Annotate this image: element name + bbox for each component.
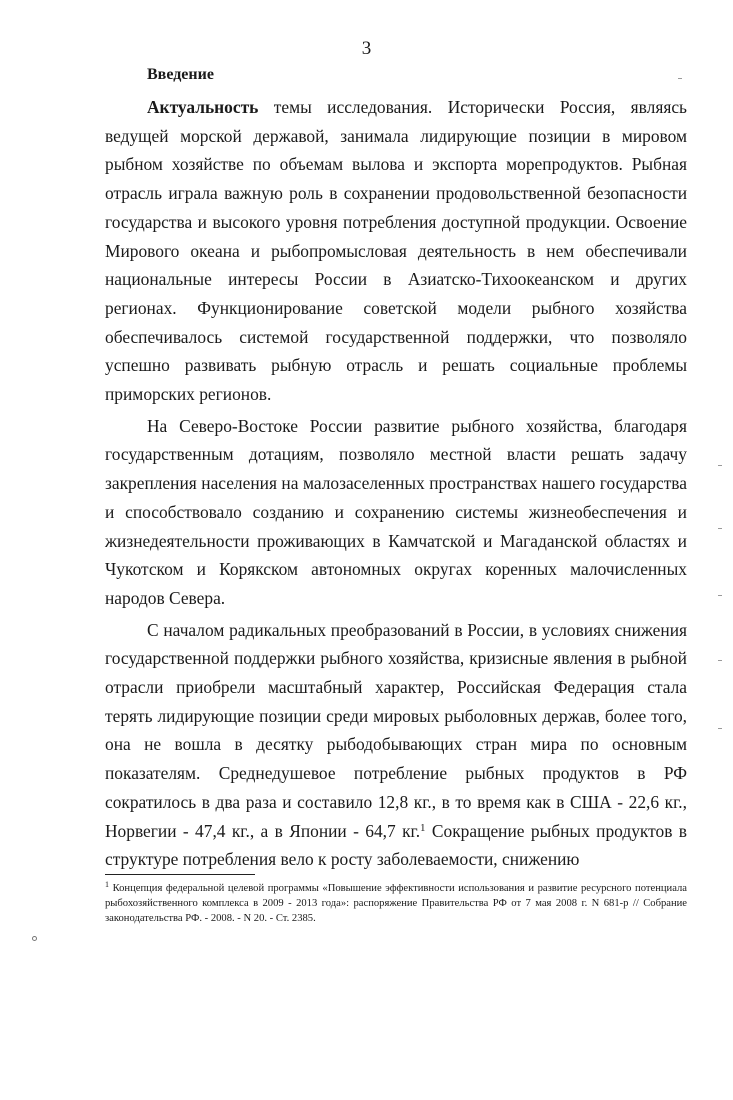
paragraph-lead: Актуальность: [147, 97, 259, 117]
scan-speck: [32, 936, 37, 941]
paragraph-north-east: [105, 412, 687, 613]
page-number: 3: [361, 38, 372, 59]
paragraph-text: темы исследования. Исторически Россия, являясь ведущей морской державой, занимала лидирующие позиции в мировом рыбном хозяйстве по объемам вылова и экспорта морепродуктов. Рыбная отрасль играла важную роль в сохранении продовольственной безопасности государства и высокого уровня потребления доступной продукции. Освоение Мирового океана и рыбопромысловая деятельность в нем обеспечивали национальные интересы России в Азиатско-Тихоокеанском и других регионах. Функционирование советской модели рыбного хозяйства обеспечивалось системой государственной поддержки, что позволяло успешно развивать рыбную отрасль и решать социальные проблемы приморских регионов.: [105, 97, 687, 405]
body-text: [105, 93, 687, 874]
scan-speck: [718, 660, 722, 661]
scan-speck: [678, 78, 682, 79]
footnote-text: Концепция федеральной целевой программы «Повышение эффективности использования и развитие ресурсного потенциала рыбохозяйственного комплекса в 2009 - 2013 года»: распоряжение Правительства РФ от 7 мая 2008 г. N 681-р // Собрание законодательства РФ. - 2008. - N 20. - Ст. 2385.: [105, 883, 687, 924]
footnote-mark: 1: [105, 880, 109, 889]
footnote-reference: 1: [420, 821, 426, 834]
scan-speck: [718, 465, 722, 466]
paragraph-text: На Северо-Востоке России развитие рыбного хозяйства, благодаря государственным дотациям, позволяло местной власти решать задачу закрепления населения на малозаселенных пространствах нашего государства и способствовало созданию и сохранению системы жизнеобеспечения и жизнедеятельности проживающих в Камчатской и Магаданской областях и Чукотском и Корякском автономных округах коренных малочисленных народов Севера.: [105, 415, 687, 608]
paragraph-reforms: [105, 616, 687, 874]
paragraph-text-continued: Сокращение рыбных продуктов в структуре потребления вело к росту заболеваемости, снижению: [105, 820, 687, 870]
footnote: [105, 881, 687, 926]
scan-speck: [718, 728, 722, 729]
section-heading: Введение: [147, 66, 214, 83]
scan-speck: [718, 595, 722, 596]
footnote-divider: [105, 874, 255, 875]
scan-speck: [718, 528, 722, 529]
paragraph-text: С началом радикальных преобразований в России, в условиях снижения государственной поддержки рыбного хозяйства, кризисные явления в рыбной отрасли приобрели масштабный характер, Российская Федерация стала терять лидирующие позиции среди мировых рыболовных держав, более того, она не вошла в десятку рыбодобывающих стран мира по основным показателям. Среднедушевое потребление рыбных продуктов в РФ сократилось в два раза и составило 12,8 кг., в то время как в США - 22,6 кг., Норвегии - 47,4 кг., а в Японии - 64,7 кг.: [105, 619, 687, 841]
paragraph-relevance: [105, 93, 687, 409]
